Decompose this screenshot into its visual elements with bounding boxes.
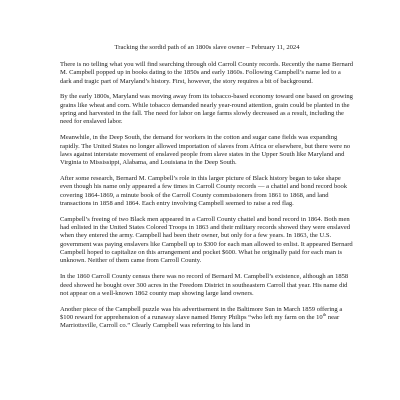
paragraph-economy: By the early 1800s, Maryland was moving away from its tobacco-based economy toward one based on growing grains like wheat and corn. While tobacco demanded nearly year-round attention, grain could be planted in the spring and harvested in the fall. The need for labor on large farms slowly decreased as a result, including the need for enslaved labor.	[60, 93, 353, 126]
paragraph-deep-south: Meanwhile, in the Deep South, the demand for workers in the cotton and sugar cane fields was expanding rapidly. The United States no longer allowed importation of slaves from Africa or elsewhere, but there were no laws against interstate movement of enslaved people from slave states in the Upper South like Maryland and Virginia to Mississippi, Alabama, and Louisiana in the Deep South.	[60, 134, 351, 167]
advertisement-text-start: Another piece of the Campbell puzzle was his advertisement in the Baltimore Sun in March 1859 offering a $100 reward for apprehension of a runaway slave named Henry Philips “who left my farm on the 10	[60, 305, 343, 321]
ordinal-suffix: th	[322, 311, 327, 317]
paragraph-census: In the 1860 Carroll County census there was no record of Bernard M. Campbell’s existence, although an 1858 deed showed he bought over 300 acres in the Freedom District in southeastern Carroll that year. His name did not appear on a well-known 1862 county map showing large land owners.	[60, 273, 349, 297]
paragraph-research: After some research, Bernard M. Campbell’s role in this larger picture of Black history began to take shape even though his name only appeared a few times in Carroll County records — a chattel and bond record book covering 1864-1869, a minute book of the Carroll County commissioners from 1861 to 1868, and land transactions in 1858 and 1864. Each entry involving Campbell seemed to raise a red flag.	[60, 174, 348, 207]
paragraph-advertisement	[60, 306, 354, 331]
paragraph-intro: There is no telling what you will find searching through old Carroll County records. Recently the name Bernard M. Campbell popped up in books dating to the 1850s and early 1860s. Following Campbell’s name led to a dark and tragic part of Maryland’s history. First, however, the story requires a bit of background.	[60, 61, 354, 85]
document-title: Tracking the sordid path of an 1800s slave owner – February 11, 2024	[114, 44, 300, 51]
paragraph-freeing: Campbell’s freeing of two Black men appeared in a Carroll County chattel and bond record in 1864. Both men had enlisted in the United States Colored Troops in 1863 and their military records showed they were enslaved when they entered the army. Campbell had been their owner, but only for a few years. In 1863, the U.S. government was paying enslavers like Campbell up to $300 for each man allowed to enlist. It appeared Bernard Campbell hoped to capitalize on this arrangement and pocket $600. What he originally paid for each man is unknown. Neither of them came from Carroll County.	[60, 215, 353, 265]
advertisement-text-end: near Marriottsville, Carroll co.” Clearly Campbell was referring to his land in	[60, 313, 340, 330]
